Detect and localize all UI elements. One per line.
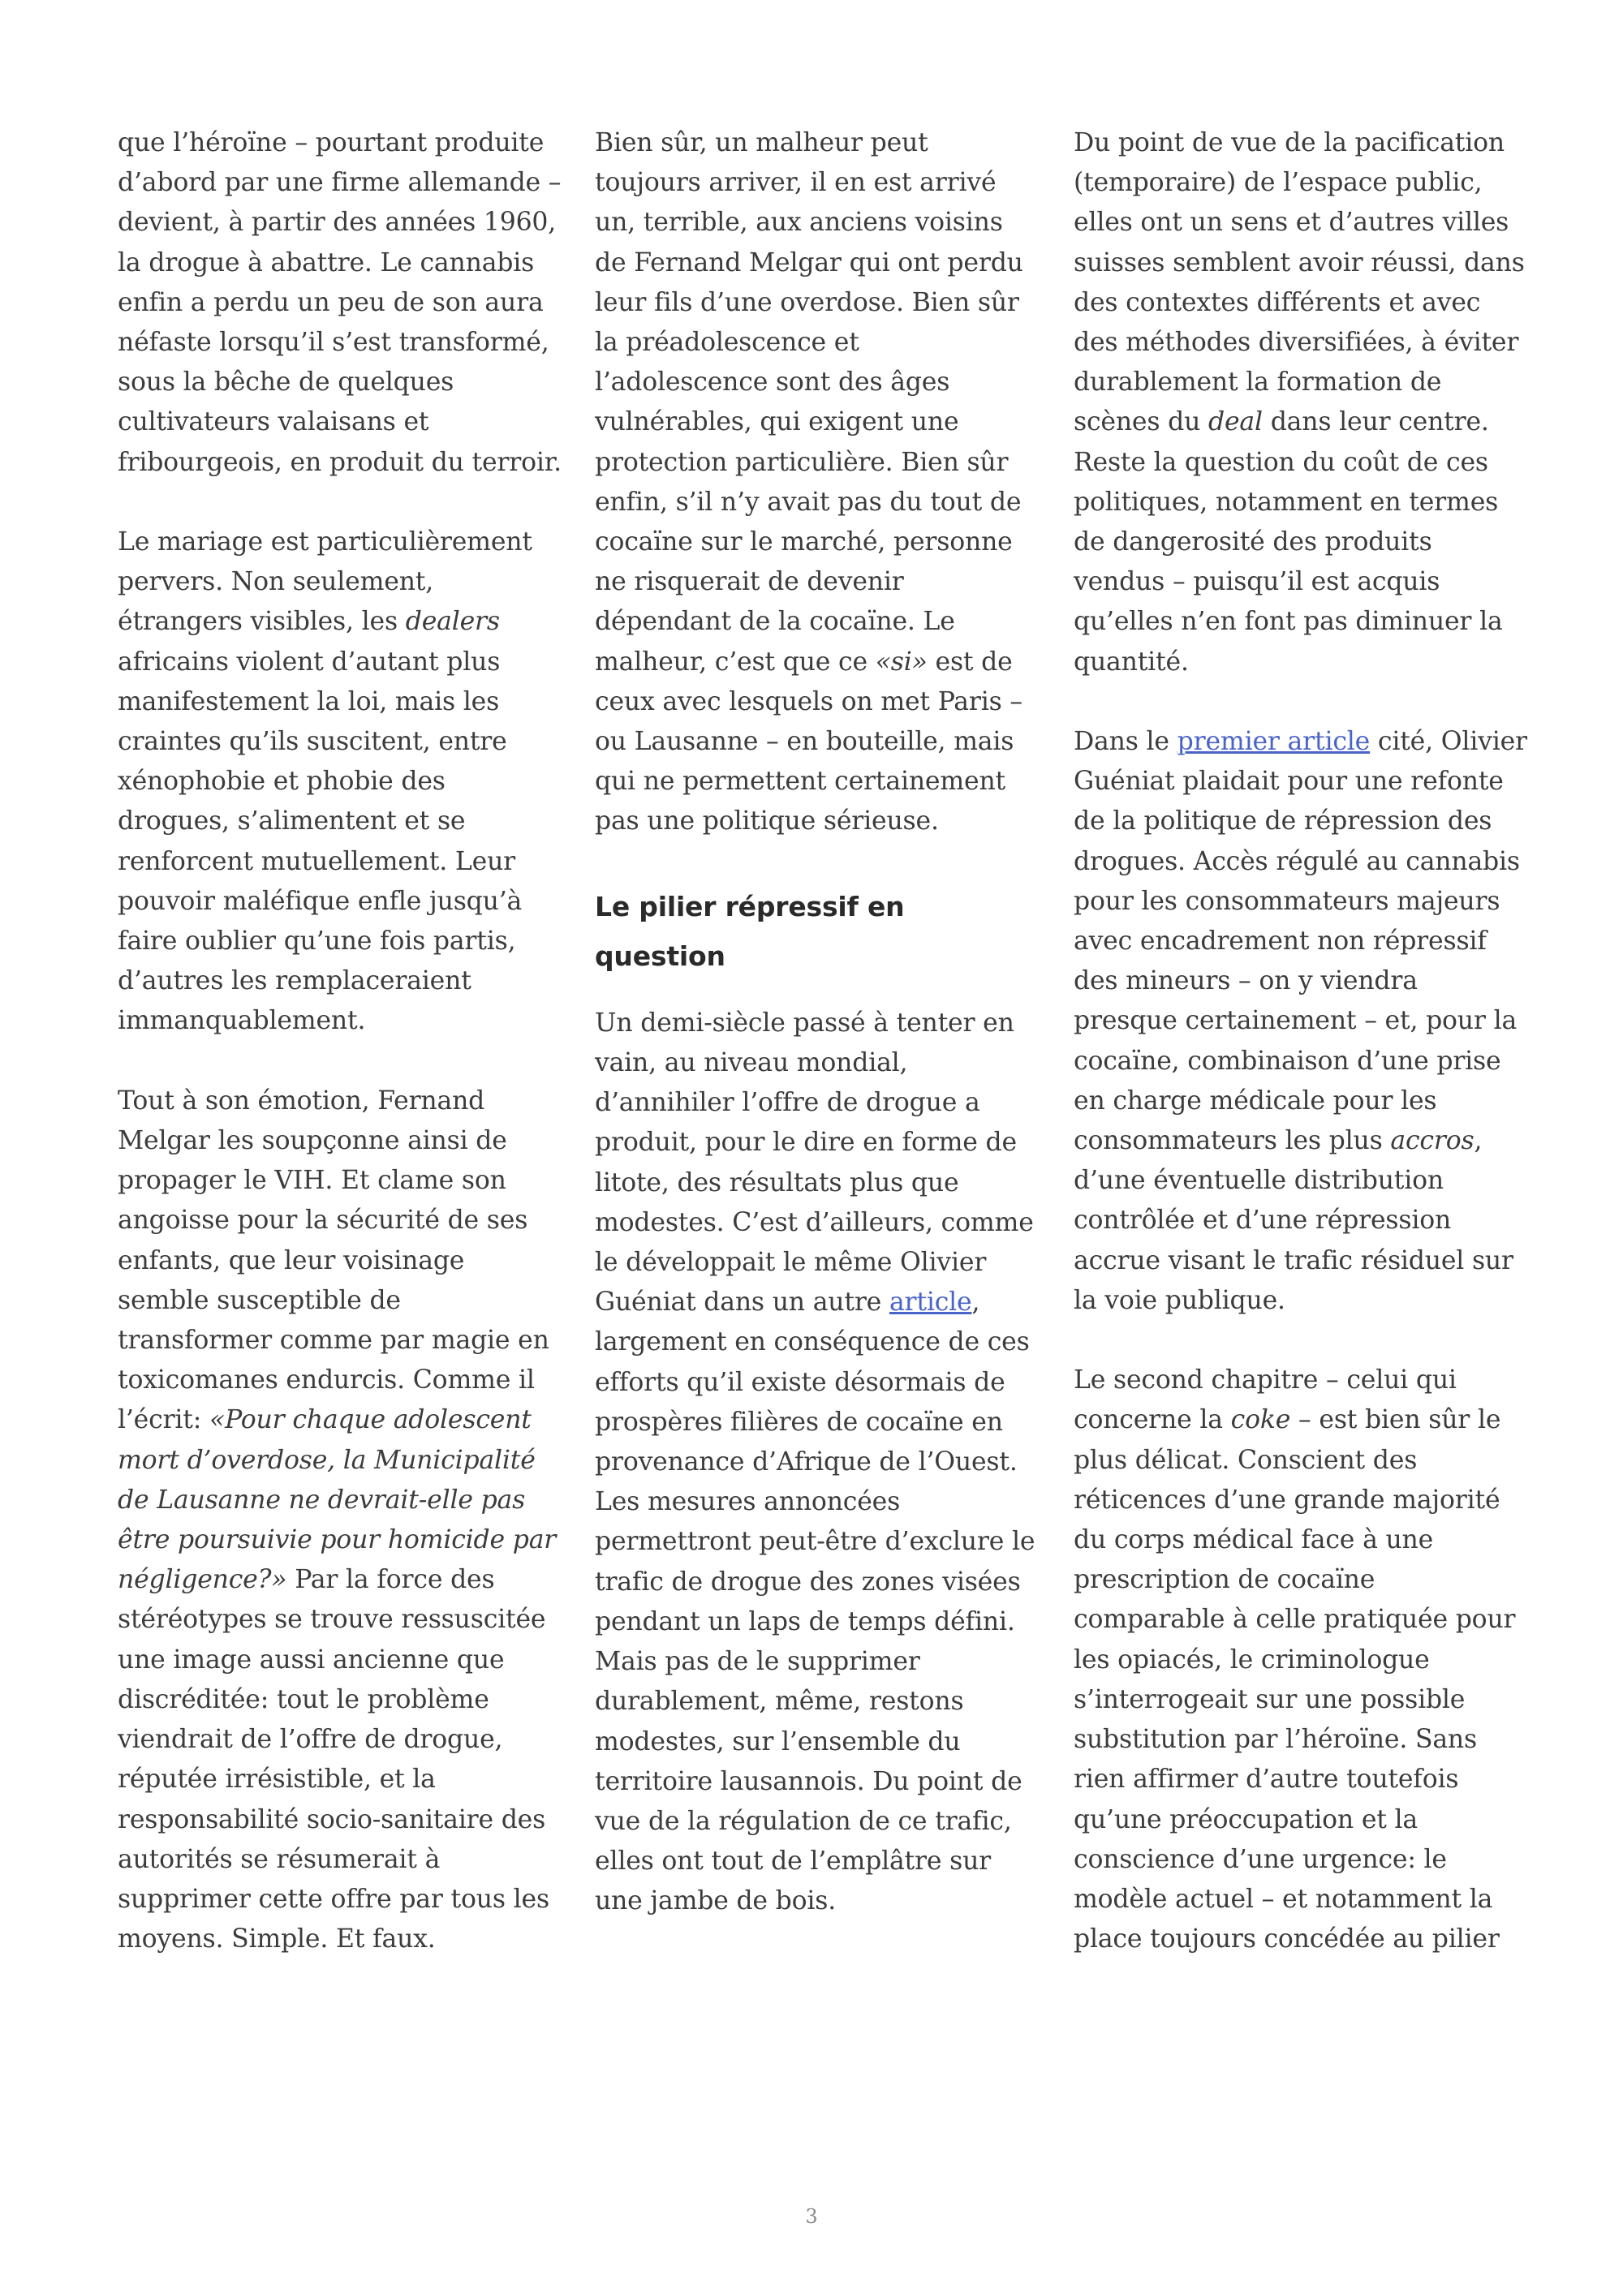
quotation: «Pour chaque adolescent mort d’overdose, la Municipalité de Lausanne ne devrait-elle pas être poursuivie pour homicide par négligence?»	[118, 1405, 557, 1595]
paragraph: Bien sûr, un malheur peut toujours arriver, il en est arrivé un, terrible, aux anciens voisins de Fernand Melgar qui ont perdu leur fils d’une overdose. Bien sûr la préadolescence et l’adolescence sont des âges vulnérables, qui exigent une protection particulière. Bien sûr enfin, s’il n’y avait pas du tout de cocaïne sur le marché, personne ne risquerait de devenir dépendant de la cocaïne. Le malheur, c’est que ce «si» est de ceux avec lesquels on met Paris – ou Lausanne – en bouteille, mais qui ne permettent certainement pas une politique sérieuse.	[595, 128, 1023, 836]
paragraph: que l’héroïne – pourtant produite d’abord par une firme allemande – devient, à partir des années 1960, la drogue à abattre. Le cannabis enfin a perdu un peu de son aura néfaste lorsqu’il s’est transformé, sous la bêche de quelques cultivateurs valaisans et fribourgeois, en produit du terroir.	[118, 128, 562, 477]
right-column	[1074, 123, 1528, 2000]
emphasis: deal	[1208, 407, 1263, 437]
emphasis: accros	[1390, 1126, 1474, 1156]
emphasis: dealers	[405, 607, 500, 637]
paragraph: Du point de vue de la pacification (temporaire) de l’espace public, elles ont un sens et d’autres villes suisses semblent avoir réussi, dans des contextes différents et avec des méthodes diversifiées, à éviter durablement la formation de scènes du deal dans leur centre. Reste la question du coût de ces politiques, notamment en termes de dangerosité des produits vendus – puisqu’il est acquis qu’elles n’en font pas diminuer la quantité.	[1074, 128, 1525, 677]
premier-article-link[interactable]: premier article	[1177, 727, 1371, 757]
paragraph: Tout à son émotion, Fernand Melgar les soupçonne ainsi de propager le VIH. Et clame son angoisse pour la sécurité de ses enfants, que leur voisinage semble susceptible de transformer comme par magie en toxicomanes endurcis. Comme il l’écrit: «Pour chaque adolescent mort d’overdose, la Municipalité de Lausanne ne devrait-elle pas être poursuivie pour homicide par négligence?» Par la force des stéréotypes se trouve ressuscitée une image aussi ancienne que discréditée: tout le problème viendrait de l’offre de drogue, réputée irrésistible, et la responsabilité socio-sanitaire des autorités se résumerait à supprimer cette offre par tous les moyens. Simple. Et faux.	[118, 1086, 557, 1954]
section-heading: Le pilier répressif en question	[595, 890, 905, 972]
article-link[interactable]: article	[889, 1288, 972, 1318]
middle-column	[595, 123, 1040, 1962]
paragraph: Le second chapitre – celui qui concerne la coke – est bien sûr le plus délicat. Conscient des réticences d’une grande majorité du corps médical face à une prescription de cocaïne comparable à celle pratiquée pour les opiacés, le criminologue s’interrogeait sur une possible substitution par l’héroïne. Sans rien affirmer d’autre toutefois qu’une préoccupation et la conscience d’une urgence: le modèle actuel – et notamment la place toujours concédée au pilier	[1074, 1365, 1516, 1954]
left-column	[118, 123, 562, 2000]
page-number: 3	[805, 2205, 818, 2228]
paragraph: Le mariage est particulièrement pervers. Non seulement, étrangers visibles, les dealers africains violent d’autant plus manifestement la loi, mais les craintes qu’ils suscitent, entre xénophobie et phobie des drogues, s’alimentent et se renforcent mutuellement. Leur pouvoir maléfique enfle jusqu’à faire oublier qu’une fois partis, d’autres les remplaceraient immanquablement.	[118, 527, 532, 1036]
emphasis: coke	[1230, 1405, 1291, 1435]
paragraph: Un demi-siècle passé à tenter en vain, au niveau mondial, d’annihiler l’offre de drogue a produit, pour le dire en forme de litote, des résultats plus que modestes. C’est d’ailleurs, comme le développait le même Olivier Guéniat dans un autre article, largement en conséquence de ces efforts qu’il existe désormais de prospères filières de cocaïne en provenance d’Afrique de l’Ouest. Les mesures annoncées permettront peut-être d’exclure le trafic de drogue des zones visées pendant un laps de temps défini. Mais pas de le supprimer durablement, même, restons modestes, sur l’ensemble du territoire lausannois. Du point de vue de la régulation de ce trafic, elles ont tout de l’emplâtre sur une jambe de bois.	[595, 1008, 1035, 1916]
paragraph: Dans le premier article cité, Olivier Guéniat plaidait pour une refonte de la politique de répression des drogues. Accès régulé au cannabis pour les consommateurs majeurs avec encadrement non répressif des mineurs – on y viendra presque certainement – et, pour la cocaïne, combinaison d’une prise en charge médicale pour les consommateurs les plus accros, d’une éventuelle distribution contrôlée et d’une répression accrue visant le trafic résiduel sur la voie publique.	[1074, 727, 1527, 1315]
emphasis: «si»	[875, 647, 928, 677]
